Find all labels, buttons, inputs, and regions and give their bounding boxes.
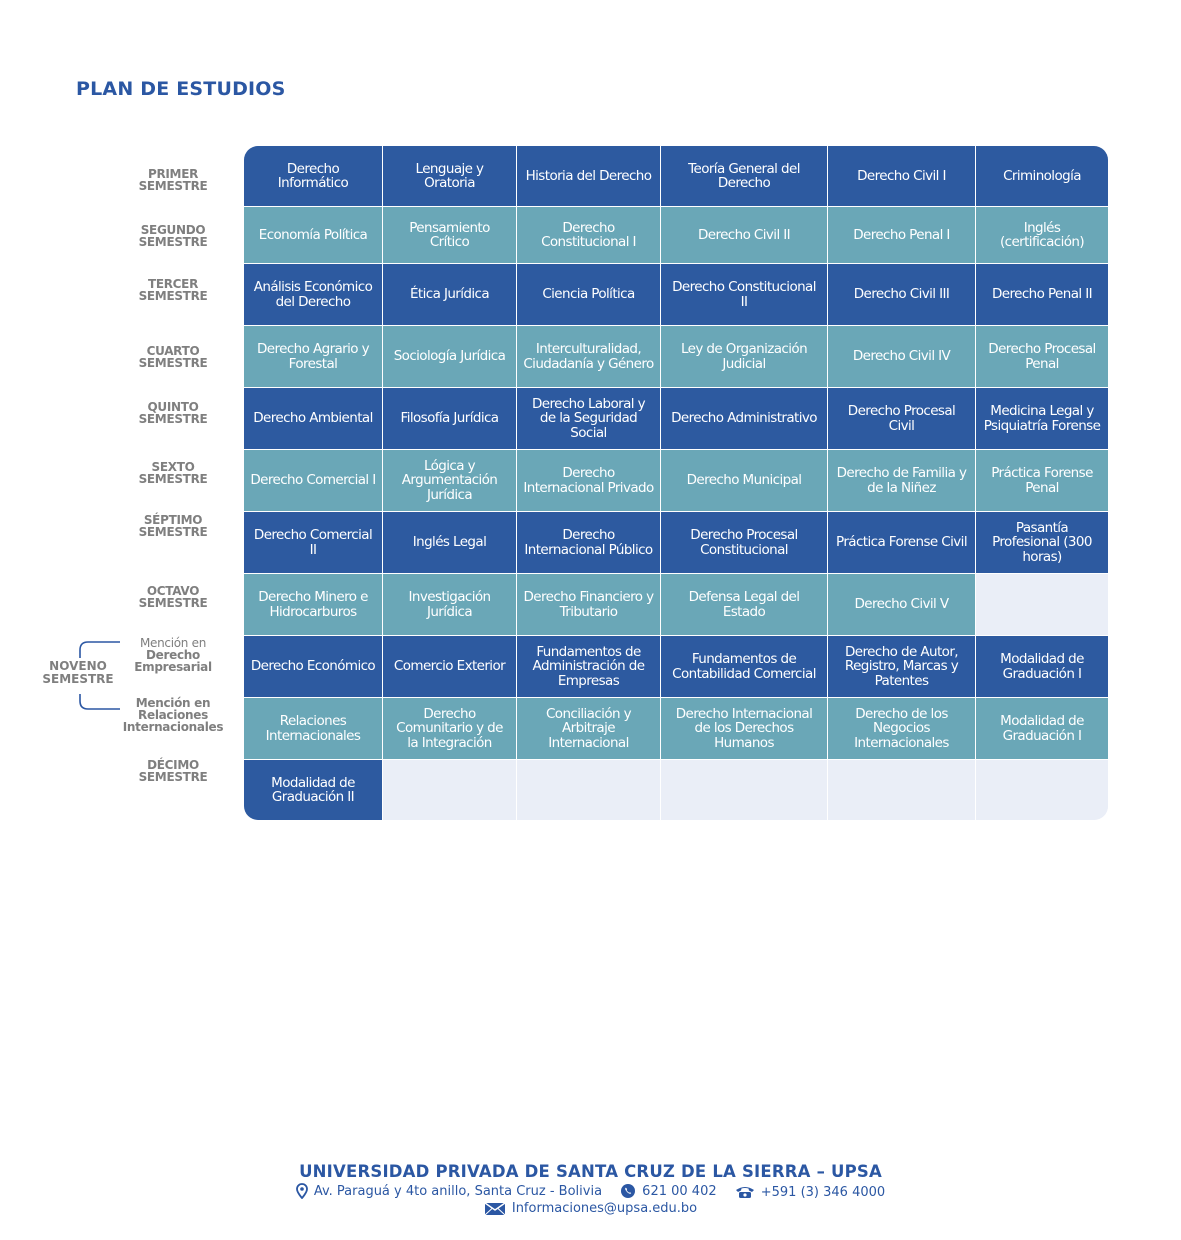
course-cell: Derecho Penal I (828, 207, 976, 264)
course-cell: Lenguaje y Oratoria (383, 146, 517, 207)
phone-item (735, 1185, 885, 1200)
mencion-relaciones-label: Mención en Relaciones Internacionales (122, 696, 224, 734)
empty-cell (661, 760, 828, 820)
course-cell: Derecho Constitucional II (661, 264, 828, 326)
semester-label-4: CUARTO SEMESTRE (138, 344, 208, 370)
course-cell: Historia del Derecho (517, 146, 661, 207)
course-cell: Derecho Internacional Público (517, 512, 661, 574)
course-cell: Relaciones Internacionales (244, 698, 383, 760)
mencion-empresarial-label: Mención en Derecho Empresarial (134, 636, 212, 674)
whatsapp-icon (620, 1183, 636, 1199)
course-cell: Sociología Jurídica (383, 326, 517, 388)
course-cell: Pensamiento Crítico (383, 207, 517, 264)
course-cell: Derecho de Familia y de la Niñez (828, 450, 976, 512)
university-name: UNIVERSIDAD PRIVADA DE SANTA CRUZ DE LA SIERRA – UPSA (299, 1162, 882, 1181)
course-cell: Derecho Procesal Penal (976, 326, 1108, 388)
course-cell: Comercio Exterior (383, 636, 517, 698)
course-cell: Práctica Forense Penal (976, 450, 1108, 512)
course-cell: Derecho Civil V (828, 574, 976, 636)
course-cell: Derecho Financiero y Tributario (517, 574, 661, 636)
course-cell: Derecho Civil III (828, 264, 976, 326)
curriculum-grid (244, 146, 1108, 820)
address-text: Av. Paraguá y 4to anillo, Santa Cruz - Bolivia (313, 1183, 603, 1199)
semester-label-6: SEXTO SEMESTRE (138, 460, 208, 486)
course-cell: Filosofía Jurídica (383, 388, 517, 450)
course-cell: Criminología (976, 146, 1108, 207)
course-cell: Investigación Jurídica (383, 574, 517, 636)
semester-label-5: QUINTO SEMESTRE (138, 400, 208, 426)
semester-label-8: OCTAVO SEMESTRE (138, 584, 208, 610)
course-cell: Teoría General del Derecho (661, 146, 828, 207)
whatsapp-item (620, 1183, 716, 1199)
course-cell: Análisis Económico del Derecho (244, 264, 383, 326)
course-cell: Inglés Legal (383, 512, 517, 574)
course-cell: Derecho Económico (244, 636, 383, 698)
telephone-icon (735, 1185, 755, 1199)
location-pin-icon (296, 1183, 308, 1199)
email-line (0, 1201, 1181, 1220)
course-cell: Derecho Procesal Constitucional (661, 512, 828, 574)
course-cell: Derecho Comercial I (244, 450, 383, 512)
course-cell: Ciencia Política (517, 264, 661, 326)
course-cell: Derecho Internacional Privado (517, 450, 661, 512)
course-cell: Fundamentos de Contabilidad Comercial (661, 636, 828, 698)
course-cell: Derecho Internacional de los Derechos Humanos (661, 698, 828, 760)
course-cell: Lógica y Argumentación Jurídica (383, 450, 517, 512)
course-cell: Derecho Minero e Hidrocarburos (244, 574, 383, 636)
course-cell: Derecho Laboral y de la Seguridad Social (517, 388, 661, 450)
course-cell: Derecho de Autor, Registro, Marcas y Patentes (828, 636, 976, 698)
contact-line (0, 1183, 1181, 1203)
semester-label-1: PRIMER SEMESTRE (138, 167, 208, 193)
semester-label-10: DÉCIMO SEMESTRE (138, 758, 208, 784)
course-cell: Economía Política (244, 207, 383, 264)
whatsapp-text: 621 00 402 (642, 1183, 717, 1199)
course-cell: Modalidad de Graduación II (244, 760, 383, 820)
course-cell: Conciliación y Arbitraje Internacional (517, 698, 661, 760)
course-cell: Derecho Penal II (976, 264, 1108, 326)
course-cell: Pasantía Profesional (300 horas) (976, 512, 1108, 574)
envelope-icon (484, 1202, 506, 1216)
course-cell: Inglés (certificación) (976, 207, 1108, 264)
semester-label-7: SÉPTIMO SEMESTRE (138, 513, 208, 539)
empty-cell (517, 760, 661, 820)
semester-labels (0, 0, 244, 1240)
email-text: Informaciones@upsa.edu.bo (511, 1201, 698, 1216)
course-cell: Modalidad de Graduación I (976, 698, 1108, 760)
course-cell: Interculturalidad, Ciudadanía y Género (517, 326, 661, 388)
address-item (296, 1183, 602, 1199)
course-cell: Derecho Procesal Civil (828, 388, 976, 450)
email-item (484, 1201, 697, 1216)
course-cell: Derecho Civil IV (828, 326, 976, 388)
course-cell: Ley de Organización Judicial (661, 326, 828, 388)
empty-cell (976, 574, 1108, 636)
course-cell: Derecho Administrativo (661, 388, 828, 450)
course-cell: Derecho Municipal (661, 450, 828, 512)
phone-text: +591 (3) 346 4000 (760, 1184, 886, 1200)
empty-cell (828, 760, 976, 820)
semester-label-3: TERCER SEMESTRE (138, 277, 208, 303)
semester-label-9: NOVENO SEMESTRE (42, 659, 114, 686)
course-cell: Derecho Constitucional I (517, 207, 661, 264)
page-title: PLAN DE ESTUDIOS (76, 78, 286, 100)
course-cell: Derecho Comunitario y de la Integración (383, 698, 517, 760)
course-cell: Derecho Ambiental (244, 388, 383, 450)
course-cell: Ética Jurídica (383, 264, 517, 326)
empty-cell (976, 760, 1108, 820)
course-cell: Fundamentos de Administración de Empresas (517, 636, 661, 698)
semester-label-2: SEGUNDO SEMESTRE (138, 223, 208, 249)
course-cell: Defensa Legal del Estado (661, 574, 828, 636)
empty-cell (383, 760, 517, 820)
course-cell: Derecho de los Negocios Internacionales (828, 698, 976, 760)
course-cell: Práctica Forense Civil (828, 512, 976, 574)
course-cell: Derecho Comercial II (244, 512, 383, 574)
course-cell: Derecho Agrario y Forestal (244, 326, 383, 388)
course-cell: Medicina Legal y Psiquiatría Forense (976, 388, 1108, 450)
course-cell: Derecho Civil I (828, 146, 976, 207)
course-cell: Derecho Informático (244, 146, 383, 207)
course-cell: Derecho Civil II (661, 207, 828, 264)
course-cell: Modalidad de Graduación I (976, 636, 1108, 698)
